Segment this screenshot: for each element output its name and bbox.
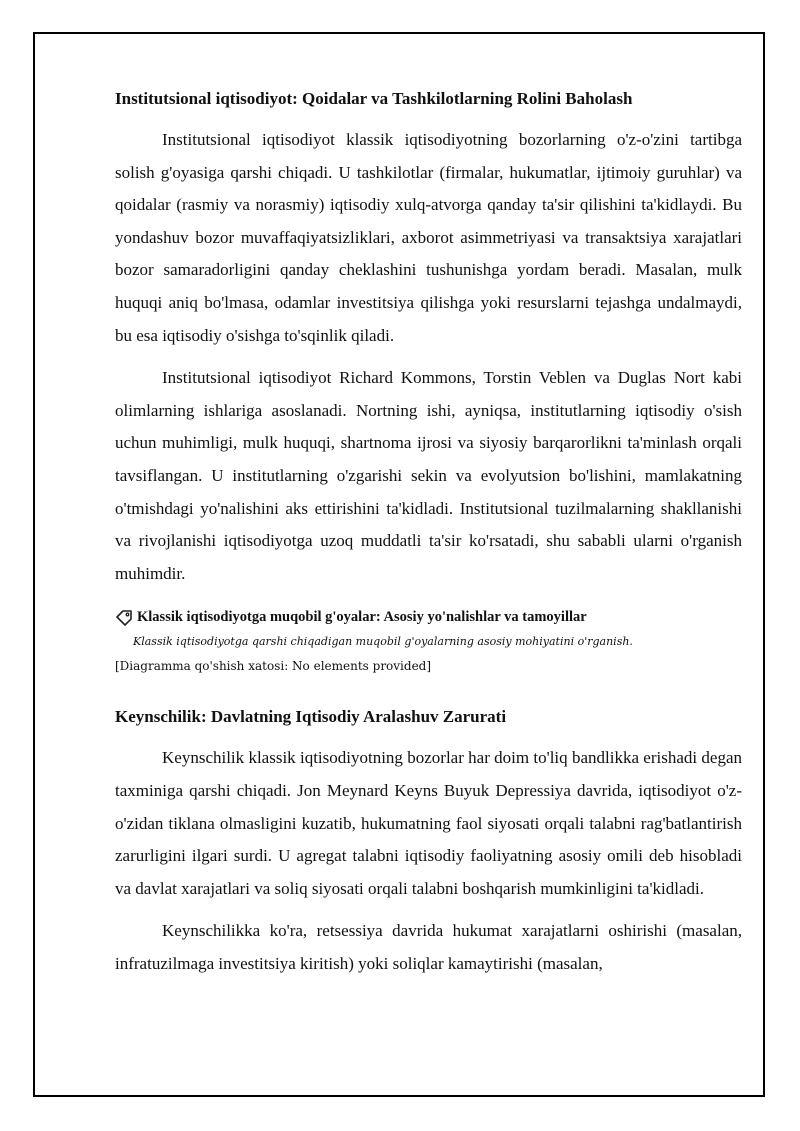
diagram-block (115, 606, 742, 676)
diagram-title-text: Klassik iqtisodiyotga muqobil g'oyalar: Asosiy yo'nalishlar va tamoyillar (137, 609, 587, 626)
paragraph: Institutsional iqtisodiyot klassik iqtisodiyotning bozorlarning o'z-o'zini tartibga solish g'oyasiga qarshi chiqadi. U tashkilotlar (firmalar, hukumatlar, ijtimoiy guruhlar) va qoidalar (rasmiy va norasmiy) iqtisodiy xulq-atvorga qanday ta'sir qilishini ta'kidlaydi. Bu yondashuv bozor muvaffaqiyatsizliklari, axborot asimmetriyasi va transaktsiya xarajatlari bozor samaradorligini qanday cheklashini tushunishga yordam beradi. Masalan, mulk huquqi aniq bo'lmasa, odamlar investitsiya qilishga yoki resurslarni tejashga undalmaydi, bu esa iqtisodiy o'sishga to'sqinlik qiladi. (115, 130, 742, 345)
diagram-caption: Klassik iqtisodiyotga qarshi chiqadigan muqobil g'oyalarning asosiy mohiyatini o'rganish. (133, 635, 633, 649)
paragraph: Institutsional iqtisodiyot Richard Kommons, Torstin Veblen va Duglas Nort kabi olimlarning ishlariga asoslanadi. Nortning ishi, ayniqsa, institutlarning iqtisodiy o'sish uchun muhimligi, mulk huquqi, shartnoma ijrosi va siyosiy barqarorlikni ta'minlash orqali tavsiflangan. U institutlarning o'zgarishi sekin va evolyutsion bo'lishini, mamlakatning o'tmishdagi yo'nalishini aks ettirishini ta'kidladi. Institutsional tuzilmalarning shakllanishi va rivojlanishi iqtisodiyotga uzoq muddatli ta'sir ko'rsatadi, shu sababli ularni o'rganish muhimdir. (115, 368, 742, 583)
document-body (115, 84, 742, 980)
section-heading-keynesianism: Keynschilik: Davlatning Iqtisodiy Aralashuv Zarurati (115, 707, 507, 727)
diagram-title (115, 606, 742, 628)
paragraph: Keynschilikka ko'ra, retsessiya davrida hukumat xarajatlarni oshirishi (masalan, infratuzilmaga investitsiya kiritish) yoki soliqlar kamaytirishi (masalan, (115, 921, 742, 973)
tag-icon (115, 608, 133, 626)
paragraph: Keynschilik klassik iqtisodiyotning bozorlar har doim to'liq bandlikka erishadi degan taxminiga qarshi chiqadi. Jon Meynard Keyns Buyuk Depressiya davrida, iqtisodiyot o'z-o'zidan tiklana olmasligini kuzatib, hukumatning faol siyosati orqali talabni rag'batlantirish zarurligini ilgari surdi. U agregat talabni iqtisodiy faoliyatning asosiy omili deb hisobladi va davlat xarajatlari va soliq siyosati orqali talabni boshqarish mumkinligini ta'kidladi. (115, 748, 742, 898)
section-heading-institutional: Institutsional iqtisodiyot: Qoidalar va Tashkilotlarning Rolini Baholash (115, 89, 633, 108)
diagram-error-message: [Diagramma qo'shish xatosi: No elements provided] (115, 659, 432, 674)
